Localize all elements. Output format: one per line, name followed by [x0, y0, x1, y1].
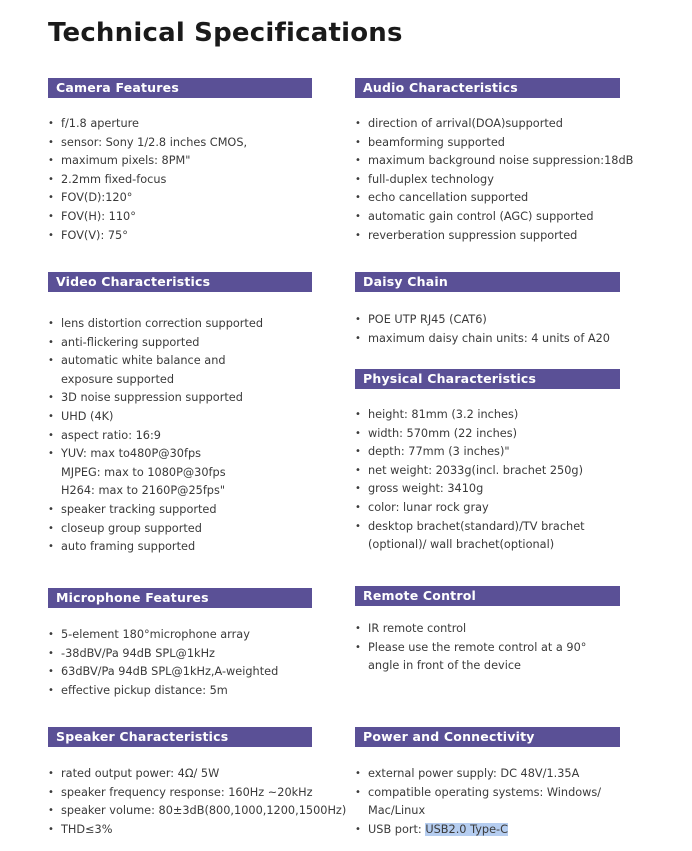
list-item: • speaker tracking supported — [48, 501, 312, 520]
list-item: • -38dBV/Pa 94dB SPL@1kHz — [48, 645, 312, 664]
list-item: • FOV(H): 110° — [48, 208, 312, 227]
list-item: • anti-flickering supported — [48, 334, 312, 353]
list-item: • f/1.8 aperture — [48, 115, 312, 134]
list-item: • compatible operating systems: Windows/ — [355, 784, 620, 803]
list-item: • color: lunar rock gray — [355, 499, 620, 518]
list-item: • sensor: Sony 1/2.8 inches CMOS, — [48, 134, 312, 153]
list-item-continuation: Mac/Linux — [368, 804, 426, 818]
list-item-continuation: MJPEG: max to 1080P@30fps — [61, 465, 226, 479]
list-item: • gross weight: 3410g — [355, 480, 620, 499]
remote-control-section — [355, 586, 620, 676]
list-item-continuation: exposure supported — [61, 372, 174, 386]
microphone-features-heading: Microphone Features — [48, 588, 312, 608]
list-item-continuation: H264: max to 2160P@25fps" — [61, 484, 226, 498]
camera-features-heading: Camera Features — [48, 78, 312, 98]
physical-characteristics-heading: Physical Characteristics — [355, 369, 620, 389]
video-characteristics-section — [48, 272, 312, 557]
audio-characteristics-heading: Audio Characteristics — [355, 78, 620, 98]
list-item: • maximum pixels: 8PM" — [48, 152, 312, 171]
list-item: • echo cancellation supported — [355, 189, 620, 208]
list-item: • POE UTP RJ45 (CAT6) — [355, 311, 620, 330]
list-item: • automatic white balance and — [48, 352, 312, 371]
list-item: • maximum daisy chain units: 4 units of A20 — [355, 330, 620, 349]
list-item: • external power supply: DC 48V/1.35A — [355, 765, 620, 784]
list-item: • depth: 77mm (3 inches)" — [355, 443, 620, 462]
list-item — [355, 821, 620, 840]
speaker-characteristics-section — [48, 727, 347, 839]
list-item: • speaker frequency response: 160Hz ~20kHz — [48, 784, 312, 803]
physical-characteristics-section — [355, 369, 620, 555]
list-item: • desktop brachet(standard)/TV brachet — [355, 518, 620, 537]
camera-features-section — [48, 78, 312, 245]
video-characteristics-heading: Video Characteristics — [48, 272, 312, 292]
list-item: • rated output power: 4Ω/ 5W — [48, 765, 312, 784]
list-item: • IR remote control — [355, 620, 620, 639]
list-item: • closeup group supported — [48, 520, 312, 539]
list-item: • 63dBV/Pa 94dB SPL@1kHz,A-weighted — [48, 663, 312, 682]
page-title: Technical Specifications — [48, 18, 403, 48]
list-item: • full-duplex technology — [355, 171, 620, 190]
list-item: • 5-element 180°microphone array — [48, 626, 312, 645]
list-item-continuation: (optional)/ wall brachet(optional) — [368, 538, 555, 552]
list-item: • auto framing supported — [48, 538, 312, 557]
list-item: • height: 81mm (3.2 inches) — [355, 406, 620, 425]
remote-control-heading: Remote Control — [355, 586, 620, 606]
power-connectivity-heading: Power and Connectivity — [355, 727, 620, 747]
list-item: • UHD (4K) — [48, 408, 312, 427]
daisy-chain-heading: Daisy Chain — [355, 272, 620, 292]
list-item: • maximum background noise suppression:18dB — [355, 152, 620, 171]
microphone-features-section — [48, 588, 312, 700]
list-item: • automatic gain control (AGC) supported — [355, 208, 620, 227]
list-item: • effective pickup distance: 5m — [48, 682, 312, 701]
usb-port-value: USB2.0 Type-C — [425, 822, 509, 836]
list-item: • reverberation suppression supported — [355, 227, 620, 246]
usb-port-label: USB port: — [368, 822, 426, 836]
list-item: • 2.2mm fixed-focus — [48, 171, 312, 190]
list-item: • Please use the remote control at a 90° — [355, 639, 620, 658]
power-connectivity-section — [355, 727, 620, 839]
speaker-characteristics-heading: Speaker Characteristics — [48, 727, 312, 747]
list-item: • speaker volume: 80±3dB(800,1000,1200,1500Hz) — [48, 802, 312, 821]
list-item: • FOV(D):120° — [48, 189, 312, 208]
list-item: • net weight: 2033g(incl. brachet 250g) — [355, 462, 620, 481]
list-item-continuation: angle in front of the device — [368, 659, 522, 673]
list-item: • THD≤3% — [48, 821, 312, 840]
list-item: • 3D noise suppression supported — [48, 389, 312, 408]
list-item: • FOV(V): 75° — [48, 227, 312, 246]
list-item: • beamforming supported — [355, 134, 620, 153]
list-item: • width: 570mm (22 inches) — [355, 425, 620, 444]
daisy-chain-section — [355, 272, 620, 348]
audio-characteristics-section — [355, 78, 634, 245]
list-item: • aspect ratio: 16:9 — [48, 427, 312, 446]
list-item: • direction of arrival(DOA)supported — [355, 115, 620, 134]
list-item: • YUV: max to480P@30fps — [48, 445, 312, 464]
list-item: • lens distortion correction supported — [48, 315, 312, 334]
